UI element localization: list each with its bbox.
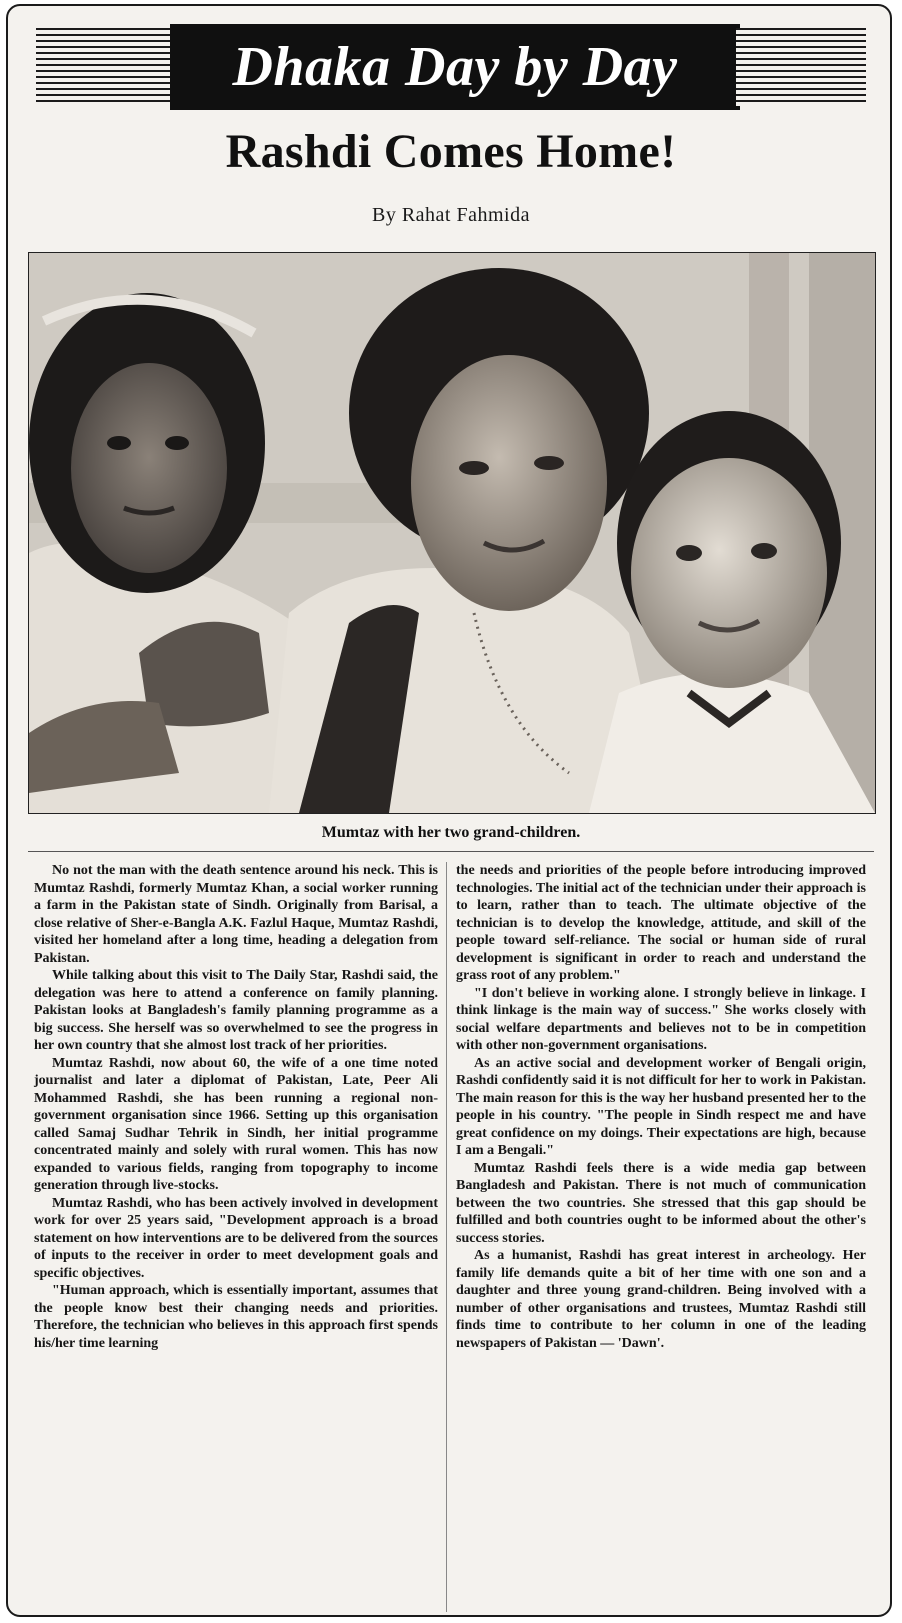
column-divider xyxy=(446,862,447,1612)
paragraph: As an active social and development worker of Bengali origin, Rashdi confidently said it is not difficult for her to work in Pakistan. The main reason for this is the way her husband presented her to the people in his country. "The people in Sindh respect me and have great confidence on my doings. Their expectations are high, because I am a Bengali." xyxy=(456,1055,866,1158)
paragraph: "I don't believe in working alone. I strongly believe in linkage. I think linkage is the main way of success." She works closely with social welfare departments and believes not to be in competition with other non-government organisations. xyxy=(456,985,866,1053)
article-photo xyxy=(28,252,876,814)
photo-illustration xyxy=(29,253,875,813)
masthead-rule-right xyxy=(736,28,866,106)
paragraph: While talking about this visit to The Daily Star, Rashdi said, the delegation was here to attend a conference on family planning. Pakistan looks at Bangladesh's family planning programme as a big success. She herself was so overwhelmed to see the progress in her own country that she almost lost track of her priorities. xyxy=(34,968,438,1053)
article-headline: Rashdi Comes Home! xyxy=(225,125,677,178)
paragraph: As a humanist, Rashdi has great interest in archeology. Her family life demands quite a bit of her time with one son and a daughter and three young grand-children. Being involved with a number of other organisations and trustees, Mumtaz Rashdi still finds time to contribute to her column in one of the leading newspapers of Pakistan — 'Dawn'. xyxy=(456,1248,866,1351)
paragraph: No not the man with the death sentence around his neck. This is Mumtaz Rashdi, formerly Mumtaz Khan, a social worker running a farm in the Pakistan state of Sindh. Originally from Barisal, a close relative of Sher-e-Bangla A.K. Fazlul Haque, Mumtaz Rashdi, visited her homeland after a long time, heading a delegation from Pakistan. xyxy=(34,863,438,966)
photo-caption: Mumtaz with her two grand-children. xyxy=(321,824,581,841)
paragraph: Mumtaz Rashdi, who has been actively involved in development work for over 25 years said, "Development approach is a broad statement on how interventions are to be delivered from the sources of inputs to the receiver in order to meet development goals and specific objectives. xyxy=(34,1195,438,1281)
article-column-left xyxy=(34,862,438,1352)
masthead-rule-left xyxy=(36,28,174,106)
caption-rule xyxy=(28,851,874,852)
newspaper-page xyxy=(6,4,892,1617)
paragraph: "Human approach, which is essentially important, assumes that the people know best their changing needs and priorities. Therefore, the technician who believes in this approach first spends his/her time learning xyxy=(34,1283,438,1351)
paragraph: Mumtaz Rashdi feels there is a wide media gap between Bangladesh and Pakistan. There is not much of communication between the two countries. She stressed that this gap should be fulfilled and both countries ought to be informed about the other's success stories. xyxy=(456,1160,866,1246)
section-title: Dhaka Day by Day xyxy=(170,24,740,110)
article-byline: By Rahat Fahmida xyxy=(372,204,530,226)
paragraph: the needs and priorities of the people before introducing improved technologies. The initial act of the technician under their approach is to learn, rather than to teach. The ultimate objective of the technician is to develop the knowledge, attitude, and skill of the people toward self-reliance. The social or human side of rural development is significant in order to reach and understand the grass root of any problem." xyxy=(456,863,866,983)
paragraph: Mumtaz Rashdi, now about 60, the wife of a one time noted journalist and later a diplomat of Pakistan, Late, Peer Ali Mohammed Rashdi, she has been running a regional non-government organisation since 1966. Setting up this organisation called Samaj Sudhar Tehrik in Sindh, her initial programme concentrated mainly and solely with rural women. This has now expanded to various fields, ranging from topography to income generation through live-stocks. xyxy=(34,1055,438,1193)
article-column-right xyxy=(456,862,866,1352)
masthead xyxy=(36,24,866,112)
